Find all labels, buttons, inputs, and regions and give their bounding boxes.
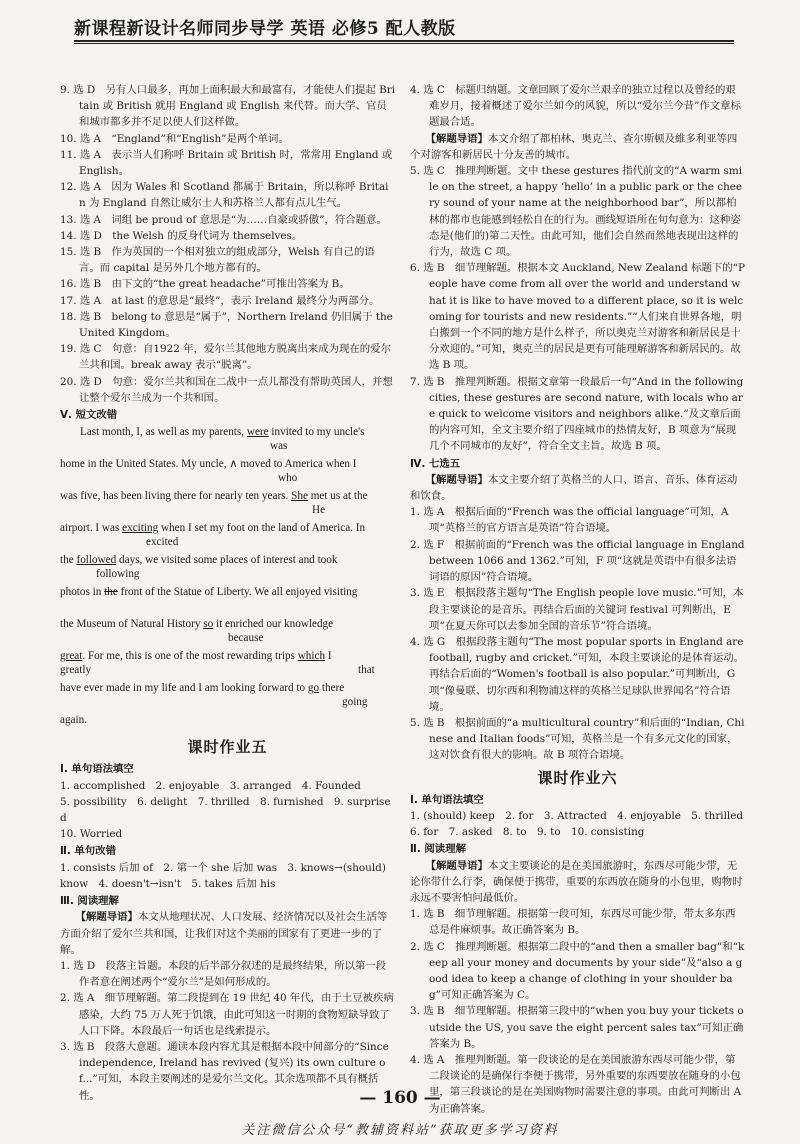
reading-intro: 【解题导语】本文主要谈论的是在美国旅游时，东西尽可能少带，无论你带什么行李，确保便于携带，重要的东西放在随身的小包里，购物时永远不要害怕问最低价。 [410,859,743,904]
answer-item: 13. 选 A 词组 be proud of 意思是“为……自豪或骄傲”，符合题意。 [60,213,387,226]
answer-item: 16. 选 B 由下文的“the great headache”可推出答案为 B。 [60,278,350,291]
header-rule-thin [74,43,734,44]
section-heading: Ⅱ. 单句改错 [60,845,116,858]
answer-item: 9. 选 D 另有人口最多，再加上面积最大和最富有，才能使人们提起 Britain 或 British 就用 England 或 English 来代替。而大学、官员和城市都多并不足以使人们这样做。 [60,84,396,129]
header-rule [74,40,734,42]
correction-line: the Museum of Natural History so it enriched our knowledge because [60,618,334,645]
error-word: exciting [122,522,159,535]
error-word: followed [76,554,117,567]
left-column [60,82,395,1104]
correction-line: photos in the front of the Statue of Liberty. We all enjoyed visiting [60,586,358,599]
correction-fix: following [96,568,140,581]
book-header-title: 新课程新设计名师同步导学 英语 必修5 配人教版 [74,19,456,39]
answer-item: 1. 选 D 段落主旨题。本段的后半部分叙述的是最终结果，所以第一段作者意在阐述两个“爱尔兰”是如何形成的。 [60,959,387,989]
answer-row: 5. possibility 6. delight 7. thrilled 8. furnished 9. surprised [60,795,391,825]
correction-line: great. For me, this is one of the most rewarding trips which I greatly that [60,650,375,677]
answer-item: 7. 选 B 推理判断题。根据文章第一段最后一句“And in the following cities, these gestures are second nature, with locals who are quick to welcome visitors and neighbors alike.”及文章后面的内容可知，全文主要介绍了四座城市的热情友好，B 项意为“展现几个不同城市的友好”，符合全文主旨。故选 B 项。 [410,375,744,453]
answer-item: 14. 选 D the Welsh 的反身代词为 themselves。 [60,229,303,242]
error-word: which [297,650,326,663]
correction-line: was five, has been living there for nearly ten years. She met us at the He [60,490,368,517]
correction-fix: going [342,696,368,709]
answer-item: 2. 选 A 细节理解题。第二段提到在 19 世纪 40 年代，由于土豆被疾病感染，大约 75 万人死于饥饿，由此可知这一时期的食物短缺导致了人口下降。本段最后一句话也是线索提示。 [60,992,394,1037]
footer-note: 关注微信公众号“教辅资料站”获取更多学习资料 [241,1123,559,1138]
answer-row: 10. Worried [60,828,123,841]
correction-line: have ever made in my life and I am looking forward to go there going [60,682,368,709]
answer-item: 4. 选 G 根据段落主题句“The most popular sports in England are football, rugby and cricket.”可知，本段主要谈论的是体育运动。再结合后面的“Women's football is also popular.”可判断出，G 项“像曼联、切尔西和利物浦这样的英格兰足球队世界闻名”符合语境。 [410,635,745,713]
answer-row: 1. (should) keep 2. for 3. Attracted 4. enjoyable 5. thrilled [410,809,744,822]
answer-item: 3. 选 E 根据段落主题句“The English people love music.”可知，本段主要谈论的是音乐。再结合后面的关键词 festival 可判断出，E 项“在夏天你可以去参加全国的音乐节”符合语境。 [410,587,744,632]
error-word: go [307,682,320,695]
correction-line: home in the United States. My uncle, ∧ moved to America when I who [60,458,357,485]
answer-item: 18. 选 B belong to 意思是“属于”，Northern Ireland 仍旧属于 the United Kingdom。 [60,310,393,340]
answer-item: 17. 选 A at last 的意思是“最终”，表示 Ireland 最终分为两部分。 [60,294,380,307]
answer-item: 3. 选 B 段落大意题。通读本段内容尤其是根据本段中间部分的“Since independence, Ireland has revived (复兴) its own culture of...”可知，本段主要阐述的是爱尔兰文化。其余选项都不具有概括性。 [60,1040,389,1102]
homework-title: 课时作业六 [537,768,618,787]
answer-item: 2. 选 C 推理判断题。根据第二段中的“and then a smaller bag”和“keep all your money and documents by your side”及“also a good idea to keep a change of clothing in your shoulder bag”可知正确答案为 C。 [410,940,745,1002]
answer-item: 10. 选 A “England”和“English”是两个单词。 [60,132,289,145]
correction-line: Last month, I, as well as my parents, were invited to my uncle's was [80,426,365,453]
correction-line: the followed days, we visited some places of interest and took following [60,554,338,581]
correction-fix: because [228,632,264,645]
error-correction-passage [60,425,395,733]
insert-caret: ∧ [229,458,238,471]
correction-fix: was [270,440,288,453]
homework-title: 课时作业五 [187,738,268,757]
answer-item: 6. 选 B 细节理解题。根据本文 Auckland, New Zealand 标题下的“People have come from all over the world and understand what it is like to have moved to a different place, so it is welcoming for tourists and new residents.”“人们来自世界各地，明白搬到一个不同的地方是什么样子，所以奥克兰对游客和新居民是十分欢迎的。”可知，奥克兰的居民是更有可能理解游客和新居民的。故选 B 项。 [410,262,745,372]
section-heading: Ⅰ. 单句语法填空 [60,763,134,776]
correction-line: airport. I was exciting when I set my foot on the land of America. In excited [60,522,366,549]
answer-item: 11. 选 A 表示当人们称呼 Britain 或 British 时，常常用 England 或 English。 [60,148,393,178]
error-word: so [203,618,214,631]
answer-item: 19. 选 C 句意：自1922 年，爱尔兰其他地方脱离出来成为现在的爱尔兰共和国。break away 表示“脱离”。 [60,343,391,372]
section-heading: Ⅴ. 短文改错 [60,409,118,422]
reading-intro: 【解题导语】本文介绍了都柏林、奥克兰、查尔斯顿及維多利亚等四个对游客和新居民十分友善的城市。 [410,132,738,161]
error-word: great [60,650,83,663]
deleted-word: the [104,586,118,599]
section-heading: Ⅱ. 阅读理解 [410,843,466,856]
correction-fix: excited [146,536,179,549]
error-word: were [246,426,269,439]
error-word: She [291,490,308,503]
correction-fix: that [358,664,375,677]
answer-item: 4. 选 A 推理判断题。第一段谈论的是在美国旅游东西尽可能少带，第二段谈论的是确保行李便于携带，另外重要的东西要放在随身的小包里，第三段谈论的是在美国购物时需要注意的事项。由此可判断出 A 为正确答案。 [410,1053,742,1115]
right-column [410,82,745,1117]
section-heading: Ⅳ. 七选五 [410,457,461,470]
answer-item: 5. 选 C 推理判断题。文中 these gestures 指代前文的“A warm smile on the street, a happy ‘hello’ in a public park or the cheery sound of your name at the neighborhood bar”，所以都柏林的都市也能感到轻松自在的行为。画线短语所在句句意为：这种姿态是(他们的)第二天性。由此可知，他们会自然而然地表现出这样的行为，故选 C 项。 [410,165,743,259]
answer-row: 1. consists 后加 of 2. 第一个 she 后加 was 3. knows→(should) know 4. doesn't→isn't 5. takes 后加 his [60,861,386,890]
correction-line: again. [60,714,88,727]
page-number: — 160 — [359,1088,441,1108]
answer-item: 20. 选 D 句意：爱尔兰共和国在二战中一点儿都没有帮助英国人，并想让整个爱尔兰成为一个共和国。 [60,375,393,404]
answer-item: 1. 选 A 根据后面的“French was the official language”可知，A 项“英格兰的官方语言是英语”符合语境。 [410,506,729,535]
correction-fix: He [312,504,326,517]
reading-intro: 【解题导语】本文从地理状况、人口发展、经济情况以及社会生活等方面介绍了爱尔兰共和国，让我们对这个美丽的国家有了更进一步的了解。 [60,911,388,956]
answer-row: 6. for 7. asked 8. to 9. to 10. consisting [410,826,645,839]
section-heading: Ⅰ. 单句语法填空 [410,793,484,806]
answer-item: 1. 选 B 细节理解题。根据第一段可知，东西尽可能少带，带太多东西总是件麻烦事。故正确答案为 B。 [410,908,736,937]
correction-fix: greatly [60,664,92,677]
section-heading: Ⅲ. 阅读理解 [60,895,119,908]
correction-fix: who [278,472,298,485]
answer-row: 1. accomplished 2. enjoyable 3. arranged 4. Founded [60,779,361,792]
answer-item: 2. 选 F 根据前面的“French was the official language in England between 1066 and 1362.”可知，F 项“这就是英语中有很多法语词语的原因”符合语境。 [410,538,745,584]
answer-item: 3. 选 B 细节理解题。根据第三段中的“when you buy your tickets outside the US, you save the eight percent sales tax”可知正确答案为 B。 [410,1005,744,1050]
reading-intro: 【解题导语】本文主要介绍了英格兰的人口、语言、音乐、体育运动和饮食。 [410,473,738,503]
answer-item: 12. 选 A 因为 Wales 和 Scotland 都属于 Britain，所以称呼 Britain 为 England 自然让威尔士人和苏格兰人都有点儿生气。 [60,181,389,210]
answer-item: 15. 选 B 作为英国的一个相对独立的组成部分，Welsh 有自己的语言。而 capital 是另外几个地方都有的。 [60,246,375,275]
answer-item: 5. 选 B 根据前面的“a multicultural country”和后面的“Indian, Chinese and Italian foods”可知，英格兰是一个有多元文化的国家，这对饮食有很大的影响。故 B 项符合语境。 [410,716,745,762]
answer-item: 4. 选 C 标题归纳题。文章回顾了爱尔兰艰辛的独立过程以及曾经的艰难岁月，接着概述了爱尔兰如今的风貌，所以“爱尔兰今昔”作文章标题最合适。 [410,84,741,129]
